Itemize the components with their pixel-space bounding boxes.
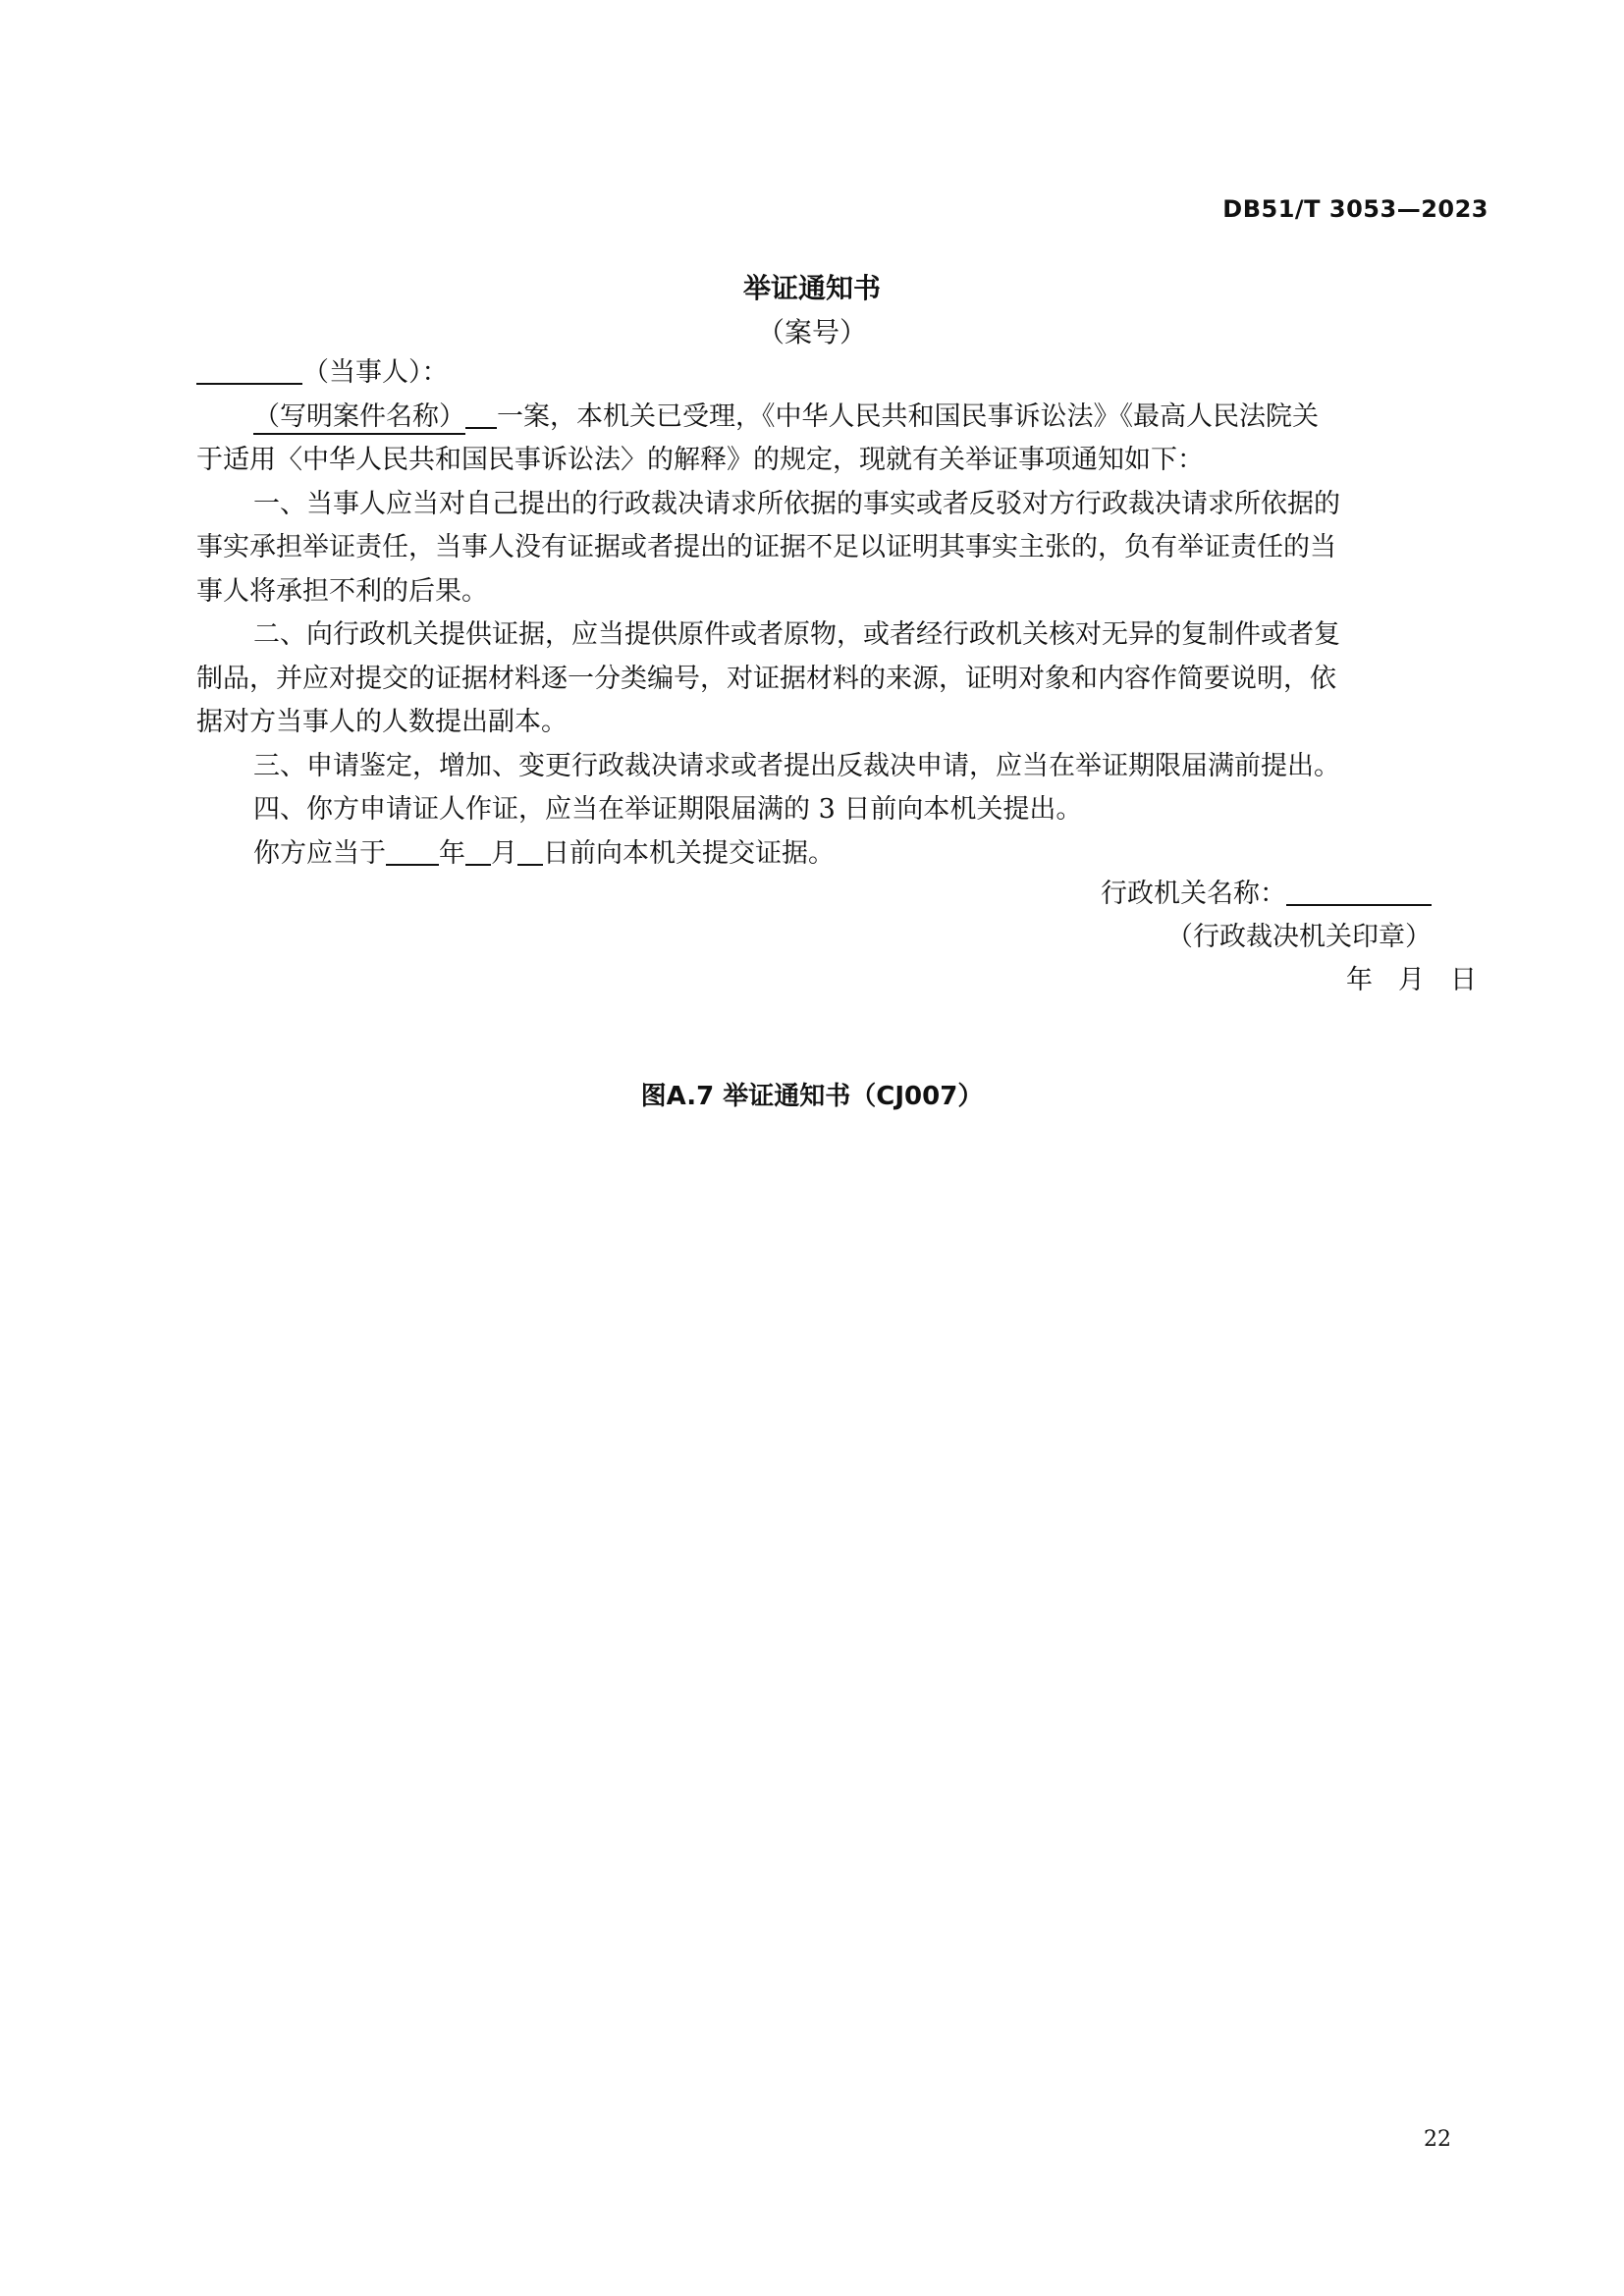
seal-note: （行政裁决机关印章） [1166, 922, 1432, 952]
intro-text-1: 一案，本机关已受理，《中华人民共和国民事诉讼法》《最高人民法院关 [497, 400, 1319, 432]
intro-line-2: 于适用〈中华人民共和国民事诉讼法〉的解释》的规定，现就有关举证事项通知如下： [196, 445, 1204, 475]
agency-name-blank[interactable] [1286, 875, 1432, 906]
signature-date-month: 月 [1398, 965, 1425, 995]
deadline-year-blank[interactable] [386, 834, 439, 866]
deadline-line [196, 832, 1434, 877]
item-4-line: 四、你方申请证人作证，应当在举证期限届满的 3 日前向本机关提出。 [253, 794, 1083, 825]
deadline-year-label: 年 [439, 837, 465, 869]
deadline-month-label: 月 [491, 837, 517, 869]
deadline-prefix: 你方应当于 [253, 837, 386, 869]
document-title: 举证通知书 [742, 272, 881, 304]
standard-number: DB51/T 3053—2023 [1222, 195, 1489, 223]
intro-line-1 [196, 396, 1434, 440]
figure-caption: 图A.7 举证通知书（CJ007） [640, 1082, 984, 1111]
item-2-line-1: 二、向行政机关提供证据，应当提供原件或者原物，或者经行政机关核对无异的复制件或者复 [253, 619, 1340, 650]
deadline-month-blank[interactable] [465, 834, 491, 866]
party-name-blank[interactable] [196, 353, 302, 385]
addressee-suffix: （当事人）： [302, 357, 449, 388]
deadline-day-blank[interactable] [517, 834, 543, 866]
item-2-line-2: 制品，并应对提交的证据材料逐一分类编号，对证据材料的来源，证明对象和内容作简要说明，依 [196, 663, 1336, 694]
item-1-line-1: 一、当事人应当对自己提出的行政裁决请求所依据的事实或者反驳对方行政裁决请求所依据的 [253, 488, 1340, 519]
deadline-suffix: 日前向本机关提交证据。 [543, 837, 835, 869]
item-2-line-3: 据对方当事人的人数提出副本。 [196, 707, 568, 737]
agency-name-line [1101, 872, 1432, 910]
signature-date-day: 日 [1450, 965, 1477, 995]
agency-name-label: 行政机关名称： [1101, 879, 1286, 909]
case-name-blank-tail [465, 398, 497, 429]
document-body [196, 351, 1434, 876]
case-name-placeholder[interactable]: （写明案件名称） [253, 401, 465, 435]
page-number: 22 [1424, 2127, 1451, 2152]
item-3-line: 三、申请鉴定，增加、变更行政裁决请求或者提出反裁决申请，应当在举证期限届满前提出。 [253, 750, 1340, 781]
signature-date [1321, 958, 1477, 996]
item-1-line-3: 事人将承担不利的后果。 [196, 575, 488, 607]
case-number-label: （案号） [756, 316, 867, 348]
addressee-line [196, 351, 1434, 396]
item-1-line-2: 事实承担举证责任，当事人没有证据或者提出的证据不足以证明其事实主张的，负有举证责任的当 [196, 532, 1336, 562]
signature-date-year: 年 [1346, 965, 1373, 995]
